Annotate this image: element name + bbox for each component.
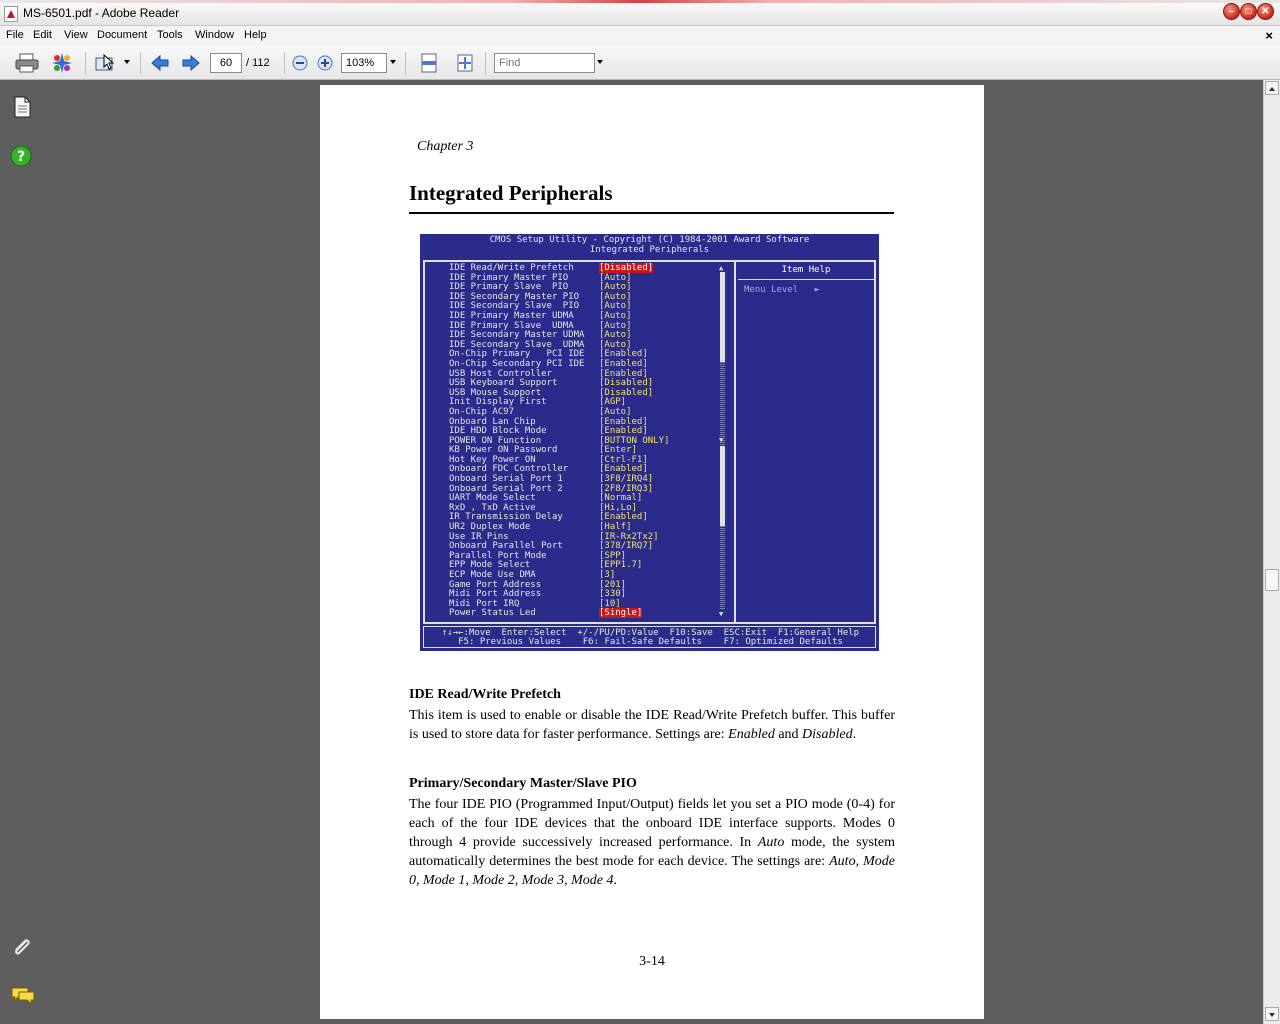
bios-setting-label: IDE Read/Write Prefetch [449, 263, 574, 273]
bios-footer-defaults: F5: Previous Values F6: Fail-Safe Defaults F7: Optimized Defaults [458, 637, 843, 647]
section-title: Integrated Peripherals [409, 181, 613, 205]
bios-footer [423, 626, 876, 648]
scroll-up-icon [1266, 83, 1278, 95]
bios-setting-value-text: [EPP1.7] [599, 560, 643, 571]
paragraph-italic: Auto [757, 835, 785, 850]
bios-setting-label: IDE Secondary Master PIO [449, 291, 580, 302]
bios-setting-label: KB Power ON Password [449, 445, 558, 456]
help-icon[interactable] [10, 145, 32, 167]
toolbar-separator [284, 52, 285, 74]
maximize-button[interactable] [1240, 3, 1257, 20]
menu-tools[interactable]: Tools [157, 29, 183, 41]
subsection-heading: Primary/Secondary Master/Slave PIO [409, 776, 637, 791]
bios-setting-value-text: [SPP] [599, 550, 627, 561]
zoom-out-icon[interactable] [292, 55, 308, 71]
menu-file[interactable]: File [6, 29, 24, 41]
bios-setting-label: IDE Primary Slave PIO [449, 282, 569, 293]
zoom-level-input[interactable] [341, 53, 387, 73]
bios-scroll-thumb [720, 272, 725, 362]
bios-setting-value-text: [Normal] [599, 493, 643, 504]
close-window-button[interactable] [1257, 3, 1274, 20]
paragraph-text: This item is used to enable or disable the IDE Read/Write Prefetch buffer. This buffer is used to store data for faster performance. Settings are: [409, 708, 895, 742]
pages-icon[interactable] [12, 96, 32, 118]
chapter-label: Chapter 3 [417, 139, 474, 154]
menu-level-label: Menu Level ► [744, 285, 820, 295]
bios-setting-value [599, 609, 642, 619]
bios-setting-label: Hot Key Power ON [449, 454, 536, 465]
comments-icon[interactable] [10, 986, 36, 1006]
subsection-paragraph [409, 706, 895, 744]
bios-setting-value-text: [Single] [599, 608, 643, 619]
bios-setting-value-text: [Enabled] [599, 358, 648, 369]
bios-scrollbar [719, 264, 726, 618]
bios-setting-label: USB Host Controller [449, 368, 552, 379]
bios-setting-value-text: [3F8/IRQ4] [599, 474, 654, 485]
bios-setting-value-text: [Hi,Lo] [599, 502, 637, 513]
paragraph-text: The four IDE PIO (Programmed Input/Output) fields let you set a PIO mode (0-4) for each of the four IDE devices that the onboard IDE interface supports. Modes 0 through 4 provide successively increased performance. In [409, 797, 895, 850]
bios-setting-label: Midi Port IRQ [449, 598, 520, 609]
bios-setting-label: Init Display First [449, 397, 547, 408]
bios-setting-label: EPP Mode Select [449, 560, 531, 571]
bios-setting-label: Onboard Serial Port 2 [449, 483, 563, 494]
title-rule [409, 212, 894, 214]
page-number-input[interactable] [210, 53, 242, 73]
paragraph-italic: Disabled [802, 727, 853, 742]
bios-setting-label: IR Transmission Delay [449, 512, 563, 523]
zoom-in-icon[interactable] [317, 55, 333, 71]
bios-setup-screenshot [420, 234, 879, 651]
bios-scroll-down-icon: ▼ [719, 436, 724, 444]
menu-bar [0, 26, 1280, 46]
document-page [320, 85, 984, 1019]
next-page-icon[interactable] [181, 54, 201, 72]
bios-setting-value-text: [AGP] [599, 397, 627, 408]
select-tool-dropdown-icon[interactable] [124, 60, 130, 64]
close-document-button[interactable]: × [1265, 28, 1273, 43]
bios-setting-value-text: [Enabled] [599, 368, 648, 379]
bios-setting-value-text: [Disabled] [599, 378, 654, 389]
bios-divider [734, 262, 736, 622]
bios-setting-label: On-Chip AC97 [449, 406, 515, 417]
toolbar [0, 46, 1280, 80]
page-total: / 112 [246, 57, 270, 69]
title-bar [0, 0, 1280, 26]
bios-setting-value-text: [IR-Rx2Tx2] [599, 531, 659, 542]
bios-setting-label: UART Mode Select [449, 493, 536, 504]
subsection-heading: IDE Read/Write Prefetch [409, 687, 561, 702]
bios-setting-label: IDE Primary Slave UDMA [449, 320, 574, 331]
vertical-scrollbar[interactable] [1263, 80, 1280, 1024]
bios-main-panel [423, 260, 876, 624]
bios-header [420, 236, 879, 255]
title-accent-line [0, 0, 1280, 3]
navigation-panel [0, 81, 44, 1024]
bios-setting-value-text: [Auto] [599, 330, 632, 341]
toolbar-separator [485, 52, 486, 74]
bios-setting-label: RxD , TxD Active [449, 502, 536, 513]
bios-setting-label: Onboard Serial Port 1 [449, 474, 563, 485]
paragraph-italic: Auto, Mode 0, Mode 1, Mode 2, Mode 3, Mode 4 [409, 854, 895, 888]
toolbar-separator [405, 52, 406, 74]
bios-setting-value-text: [Enter] [599, 445, 637, 456]
bios-scroll-down-icon: ▼ [719, 610, 724, 618]
svg-text:?: ? [16, 149, 26, 165]
bios-setting-value-text: [Disabled] [599, 387, 654, 398]
select-tool-icon[interactable] [95, 53, 121, 73]
window-title: MS-6501.pdf - Adobe Reader [23, 6, 180, 20]
bios-setting-label: Parallel Port Mode [449, 550, 547, 561]
bios-setting-row [425, 609, 735, 619]
bios-setting-value-text: [Enabled] [599, 512, 648, 523]
bios-setting-value-text: [330] [599, 589, 627, 600]
find-input[interactable] [494, 53, 595, 73]
bios-setting-value-text: [Auto] [599, 339, 632, 350]
toolbar-separator [85, 52, 86, 74]
subsection-paragraph [409, 795, 895, 890]
bios-setting-value-text: [Ctrl-F1] [599, 454, 648, 465]
bios-setting-value-text: [Auto] [599, 282, 632, 293]
bios-setting-value-text: [Auto] [599, 406, 632, 417]
maximize-icon: □ [1245, 6, 1252, 17]
bios-setting-value-text: [Enabled] [599, 416, 648, 427]
bios-setting-label: On-Chip Secondary PCI IDE [449, 358, 585, 369]
bios-setting-label: Power Status Led [449, 608, 536, 619]
menu-help[interactable]: Help [244, 29, 267, 41]
bios-setting-label: Game Port Address [449, 579, 542, 590]
scroll-down-button[interactable] [1265, 1007, 1279, 1021]
previous-page-icon[interactable] [150, 54, 170, 72]
bios-setting-label: ECP Mode Use DMA [449, 570, 536, 580]
bios-setting-label: IDE Primary Master PIO [449, 272, 569, 283]
paragraph-text: . [852, 727, 857, 742]
scroll-down-icon [1266, 1009, 1278, 1021]
bios-setting-value-text: [Enabled] [599, 426, 648, 437]
paragraph-text: mode, the system automatically determines the best mode for each device. The settings are: [409, 835, 895, 869]
fit-page-icon[interactable] [455, 53, 475, 73]
bios-setting-label: UR2 Duplex Mode [449, 522, 531, 533]
adobe-services-icon[interactable] [51, 52, 73, 74]
bios-setting-value-text: [Auto] [599, 291, 632, 302]
bios-setting-label: On-Chip Primary PCI IDE [449, 349, 585, 360]
bios-setting-label: Onboard Parallel Port [449, 541, 563, 552]
paragraph-text: . [613, 873, 618, 888]
menu-view[interactable]: View [64, 29, 88, 41]
menu-document[interactable]: Document [97, 29, 148, 41]
bios-setting-value-text: [BUTTON ONLY] [599, 435, 670, 446]
bios-header-copyright: CMOS Setup Utility - Copyright (C) 1984-2001 Award Software [489, 235, 810, 245]
bios-setting-label: IDE HDD Block Mode [449, 426, 547, 437]
zoom-dropdown-icon[interactable] [390, 60, 396, 64]
bios-setting-label: Use IR Pins [449, 531, 509, 542]
bios-setting-value-text: [Auto] [599, 272, 632, 283]
bios-setting-value-text: [Disabled] [599, 263, 654, 273]
bios-setting-value-text: [201] [599, 579, 627, 590]
bios-setting-label: IDE Primary Master UDMA [449, 310, 574, 321]
minimize-button[interactable] [1223, 3, 1240, 20]
close-icon: ✕ [1261, 6, 1270, 17]
bios-setting-label: POWER ON Function [449, 435, 542, 446]
minimize-icon: – [1228, 6, 1235, 17]
bios-setting-label: USB Keyboard Support [449, 378, 558, 389]
bios-setting-value-text: [378/IRQ7] [599, 541, 654, 552]
paragraph-text: and [774, 727, 803, 742]
print-icon[interactable] [15, 53, 39, 73]
bios-setting-label: IDE Secondary Slave UDMA [449, 339, 585, 350]
menu-edit[interactable]: Edit [33, 29, 52, 41]
bios-scroll-thumb [720, 446, 725, 526]
paragraph-italic: Enabled [728, 727, 775, 742]
bios-setting-label: Onboard FDC Controller [449, 464, 569, 475]
bios-setting-label: Midi Port Address [449, 589, 542, 600]
bios-setting-value-text: [3] [599, 570, 616, 580]
bios-settings-list [425, 264, 735, 619]
bios-setting-value-text: [Enabled] [599, 464, 648, 475]
adobe-reader-icon [4, 6, 18, 22]
bios-setting-label: IDE Secondary Master UDMA [449, 330, 585, 341]
attachments-icon[interactable] [10, 936, 34, 960]
toolbar-separator [140, 52, 141, 74]
bios-setting-value-text: [Auto] [599, 310, 632, 321]
find-dropdown-icon[interactable] [597, 60, 603, 64]
bios-setting-value-text: [Auto] [599, 301, 632, 312]
bios-setting-value-text: [Enabled] [599, 349, 648, 360]
bios-setting-label: Onboard Lan Chip [449, 416, 536, 427]
bios-setting-value-text: [Half] [599, 522, 632, 533]
bios-setting-value-text: [Auto] [599, 320, 632, 331]
bios-setting-value-text: [10] [599, 598, 621, 609]
item-help-rule [738, 279, 876, 280]
bios-setting-value-text: [2F8/IRQ3] [599, 483, 654, 494]
scroll-thumb[interactable] [1265, 569, 1279, 591]
bios-footer-keys: ↑↓→←:Move Enter:Select +/-/PU/PD:Value F10:Save ESC:Exit F1:General Help [441, 628, 860, 638]
fit-width-icon[interactable] [420, 53, 438, 73]
bios-header-page: Integrated Peripherals [589, 244, 710, 255]
menu-window[interactable]: Window [195, 29, 235, 41]
page-number: 3-14 [639, 954, 665, 969]
bios-scroll-up-icon: ▲ [719, 264, 724, 272]
item-help-title: Item Help [781, 265, 831, 275]
bios-setting-label: IDE Secondary Slave PIO [449, 301, 580, 312]
bios-setting-label: USB Mouse Support [449, 387, 542, 398]
scroll-up-button[interactable] [1265, 81, 1279, 95]
